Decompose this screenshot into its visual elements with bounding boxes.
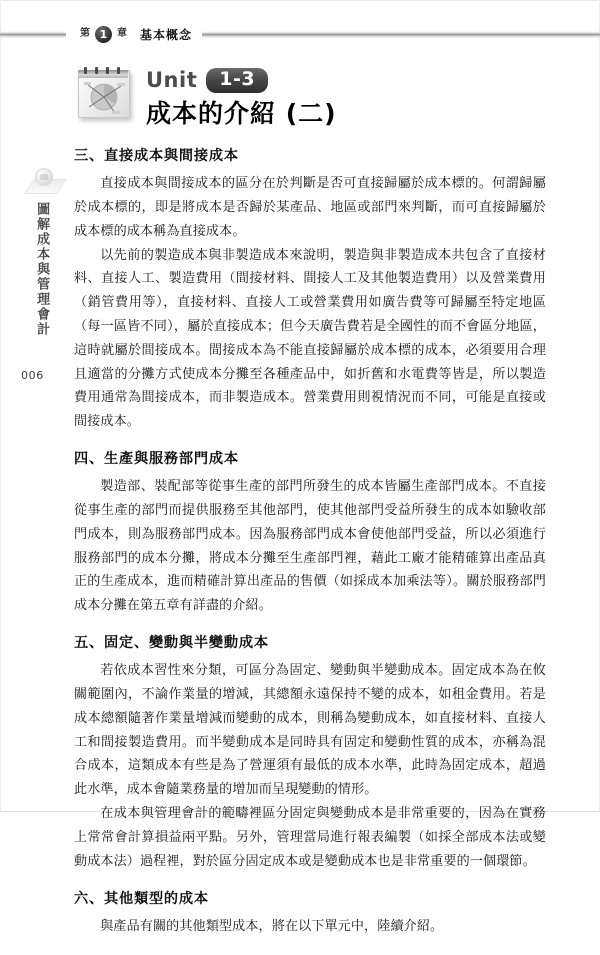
clipboard-ring-4 — [117, 67, 120, 74]
clipboard-ring-1 — [84, 67, 87, 74]
clipboard-ring-2 — [95, 67, 98, 74]
paragraph: 直接成本與間接成本的區分在於判斷是否可直接歸屬於成本標的。何謂歸屬於成本標的，即是將成本是否歸於某產品、地區或部門來判斷，而可直接歸屬於成本標的成本稱為直接成本。 — [74, 176, 546, 239]
sidebar-running-title — [26, 166, 66, 352]
section-five — [74, 635, 546, 873]
unit-title: 成本的介紹 (二) — [146, 98, 337, 128]
section-four — [74, 451, 546, 618]
unit-number-badge: 1-3 — [206, 68, 268, 93]
running-head-content — [74, 22, 202, 46]
chapter-title: 基本概念 — [140, 27, 193, 42]
page-border-top — [0, 0, 600, 1]
chapter-suffix-label: 章 — [117, 28, 127, 39]
chapter-prefix-label: 第 — [80, 28, 90, 39]
paragraph: 若依成本習性來分類，可區分為固定、變動與半變動成本。固定成本為在攸關範圍內，不論作業量的增減，其總額永遠保持不變的成本，如租金費用。若是成本總額隨著作業量增減而變動的成本，則稱為變動成本，如直接材料、直接人工和間接製造費用。而半變動成本是同時具有固定和變動性質的成本，亦稱為混合成本，這類成本有些是為了營運須有最低的成本水準，此時為固定成本，超過此水準，成本會隨業務量的增加而呈現變動的情形。 — [74, 663, 546, 798]
section-heading: 五、固定、變動與半變動成本 — [74, 635, 269, 652]
unit-word-label: Unit — [146, 67, 198, 92]
section-six — [74, 891, 546, 939]
page-body — [74, 148, 546, 955]
paragraph: 與產品有關的其他類型成本，將在以下單元中，陸續介紹。 — [100, 918, 444, 934]
paragraph: 以先前的製造成本與非製造成本來說明，製造與非製造成本共包含了直接材料、直接人工、製造費用（間接材料、間接人工及其他製造費用）以及營業費用（銷管費用等），直接材料、直接人工或營業費用如廣告費等可歸屬至特定地區（每一區皆不同），屬於直接成本；但今天廣告費若是全國性的而不會區分地區，這時就屬於間接成本。間接成本為不能直接歸屬於成本標的成本，必須要用合理且適當的分攤方式使成本分攤至各種產品中，如折舊和水電費等皆是，所以製造費用通常為間接成本，而非製造成本。營業費用則視情況而不同，可能是直接或間接成本。 — [74, 247, 546, 430]
page-number: 006 — [21, 369, 44, 382]
globe-shape — [35, 168, 53, 186]
page-border-left — [0, 0, 1, 812]
unit-header — [74, 66, 337, 127]
paragraph: 在成本與管理會計的範疇裡區分固定與變動成本是非常重要的，因為在實務上常常會計算損益兩平點。另外，管理當局進行報表編製（如採全部成本法或變動成本法）過程裡，對於區分固定成本或是變動成本也是非常重要的一個環節。 — [74, 806, 546, 869]
running-head — [0, 22, 600, 46]
chapter-number-badge: 1 — [95, 26, 112, 43]
unit-header-text — [146, 66, 337, 127]
sidebar-book-title: 圖解成本與管理會計 — [34, 202, 50, 337]
running-head-rule-gap — [66, 31, 74, 38]
unit-label-row — [146, 68, 337, 93]
section-heading: 六、其他類型的成本 — [74, 890, 209, 907]
book-globe-icon — [27, 166, 63, 196]
section-three — [74, 148, 546, 434]
clipboard-pie-chart-icon — [74, 66, 132, 118]
clipboard-ring-3 — [106, 67, 109, 74]
section-heading: 三、直接成本與間接成本 — [74, 148, 239, 164]
paragraph: 製造部、裝配部等從事生產的部門所發生的成本皆屬生產部門成本。不直接從事生產的部門而提供服務至其他部門，使其他部門受益所發生的成本如驗收部門成本，則為服務部門成本。因為服務部門成本會使他部門受益，所以必須進行服務部門的成本分攤，將成本分攤至生產部門裡，藉此工廠才能精確算出產品真正的生產成本，進而精確計算出產品的售價（如採成本加乘法等）。關於服務部門成本分攤在第五章有詳盡的介紹。 — [74, 479, 546, 614]
section-heading: 四、生產與服務部門成本 — [74, 451, 239, 468]
